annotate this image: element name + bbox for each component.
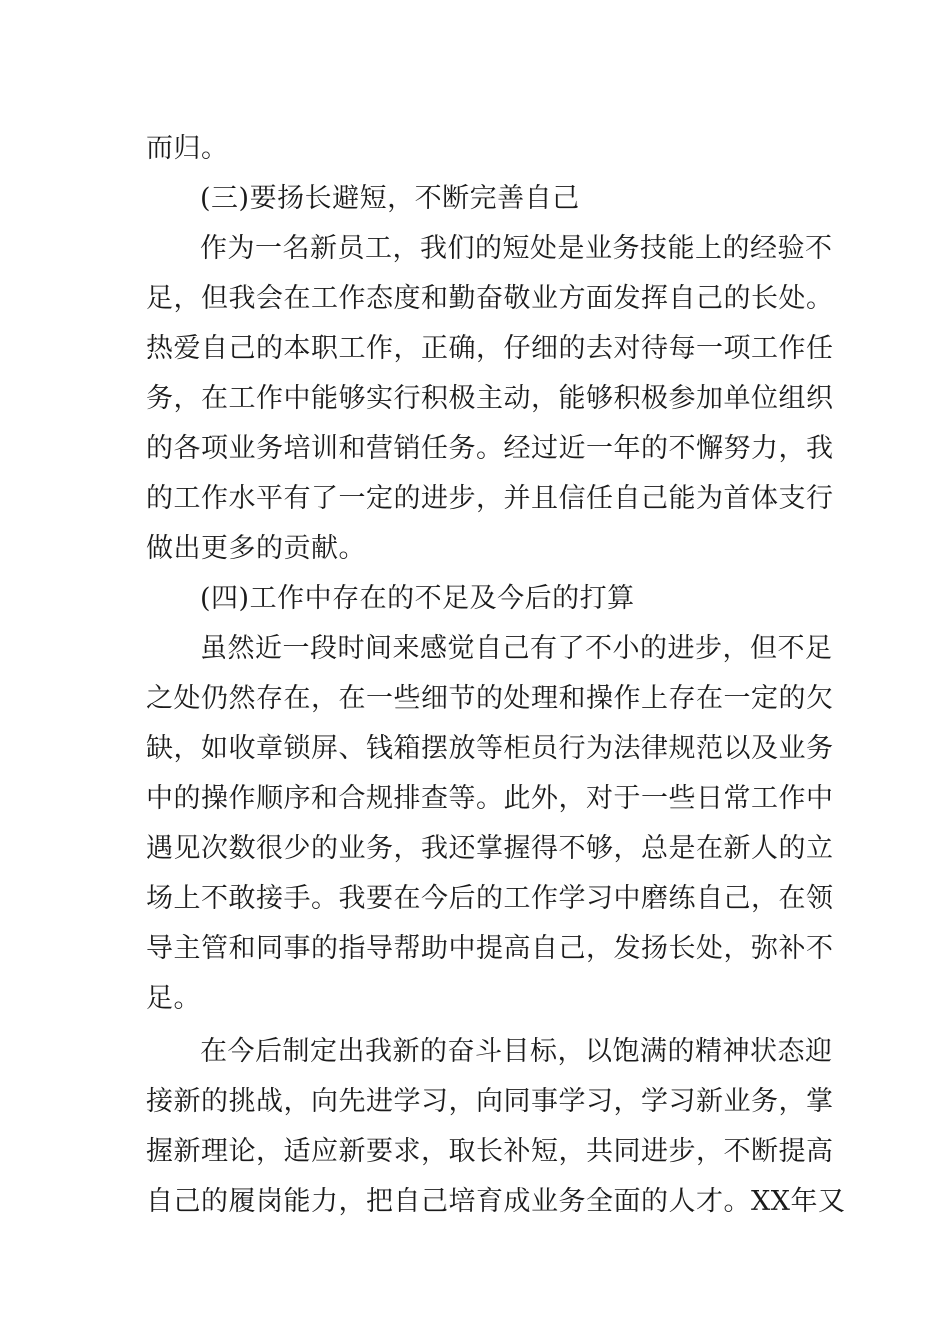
text-line: 的各项业务培训和营销任务。经过近一年的不懈努力，我: [146, 433, 834, 464]
text-line: 接新的挑战，向先进学习，向同事学习，学习新业务，掌: [146, 1086, 834, 1117]
text-line: 导主管和同事的指导帮助中提高自己，发扬长处，弥补不: [146, 933, 834, 964]
text-line: 自己的履岗能力，把自己培育成业务全面的人才。XX年又: [146, 1186, 846, 1217]
text-line: 缺，如收章锁屏、钱箱摆放等柜员行为法律规范以及业务: [146, 733, 834, 764]
text-line: 热爱自己的本职工作，正确，仔细的去对待每一项工作任: [146, 333, 834, 364]
text-line: 的工作水平有了一定的进步，并且信任自己能为首体支行: [146, 483, 834, 514]
text-line: 在今后制定出我新的奋斗目标，以饱满的精神状态迎: [200, 1036, 833, 1067]
text-line: 足。: [146, 983, 201, 1014]
text-line: 中的操作顺序和合规排查等。此外，对于一些日常工作中: [146, 783, 834, 814]
text-line: 之处仍然存在，在一些细节的处理和操作上存在一定的欠: [146, 683, 834, 714]
text-line: 而归。: [146, 133, 229, 164]
text-line: 场上不敢接手。我要在今后的工作学习中磨练自己，在领: [146, 883, 834, 914]
text-line: 足，但我会在工作态度和勤奋敬业方面发挥自己的长处。: [146, 283, 834, 314]
text-line: 遇见次数很少的业务，我还掌握得不够，总是在新人的立: [146, 833, 834, 864]
text-line: 握新理论，适应新要求，取长补短，共同进步，不断提高: [146, 1136, 834, 1167]
section-heading: (三)要扬长避短，不断完善自己: [200, 183, 580, 214]
text-line: 作为一名新员工，我们的短处是业务技能上的经验不: [200, 233, 833, 264]
text-line: 做出更多的贡献。: [146, 533, 366, 564]
text-line: 虽然近一段时间来感觉自己有了不小的进步，但不足: [200, 633, 833, 664]
section-heading: (四)工作中存在的不足及今后的打算: [200, 583, 635, 614]
text-line: 务，在工作中能够实行积极主动，能够积极参加单位组织: [146, 383, 834, 414]
